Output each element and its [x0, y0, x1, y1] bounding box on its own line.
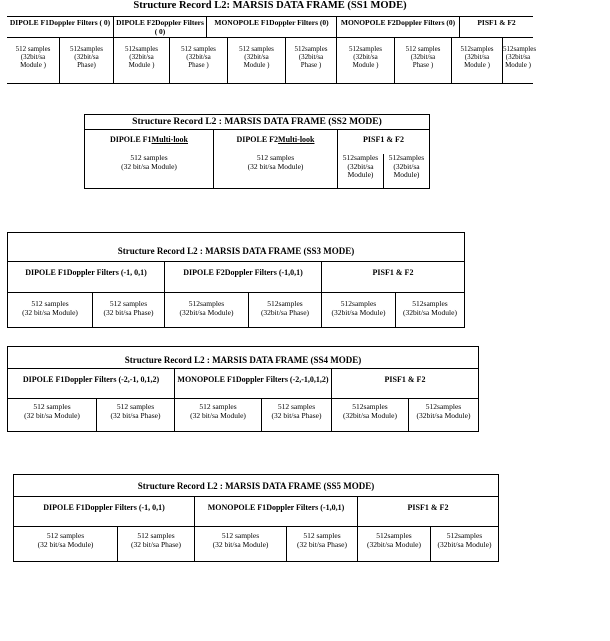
ss1-group-filters: Doppler Filters (0) — [269, 18, 329, 27]
cell-bits: (32bit/sa Module) — [179, 307, 234, 317]
cell-bits: (32bit/sa Module) — [403, 307, 457, 317]
ss5-group-row — [14, 497, 498, 527]
cell-bits: (32 bit/sa Module) — [22, 307, 78, 317]
ss5-cell — [358, 527, 431, 561]
ss1-cell — [60, 38, 114, 83]
ss1-group-name: DIPOLE F1 — [9, 18, 49, 27]
cell-bits: (32bit/sa — [464, 53, 490, 62]
cell-samples: 512samples — [460, 45, 494, 53]
cell-bits: (32bit/sa — [505, 53, 531, 62]
ss1-cell — [7, 38, 60, 83]
ss2-group-pis — [338, 130, 429, 154]
ss4-group-filters: Doppler Filters (-2,-1,0,1,2) — [235, 375, 329, 384]
cell-samples: 512samples — [340, 299, 377, 308]
ss1-frame-table: Structure Record L2: MARSIS DATA FRAME (SS1 MODE) DIPOLE F1Doppler Filters ( 0) DIPOLE F2Doppler Filters ( 0) MONOPOLE F1Doppler Filters (0) MONOPOLE F2Doppler Filters (0) PISF1 & F2 512 samples (32bit/sa Module ) 512samples (32bit/sa Phase) 512samples (32bit/sa Module ) 512 samples (32bit/sa Phase ) 512 samples (32bit/sa Module ) 512samples (32bit/sa Phase ) 512samples (32bit/sa Module ) 512 samples (32bit/sa Phase ) 512samples (32bit/sa Module ) 512samples (32bit/sa Module ) — [7, 16, 533, 85]
ss2-cell — [85, 154, 214, 188]
cell-bits: (32 bit/sa Phase) — [297, 539, 347, 549]
cell-samples: 512samples — [412, 299, 448, 308]
ss5-cell — [14, 527, 118, 561]
ss1-cell — [337, 38, 395, 83]
cell-bits: (32bit/sa Module) — [367, 539, 421, 549]
ss2-group-name: DIPOLE F2 — [236, 135, 279, 144]
cell-type: Module) — [393, 170, 420, 180]
ss1-group-filters: Doppler Filters ( 0) — [48, 18, 111, 27]
cell-bits: (32bit/sa — [347, 161, 374, 171]
cell-samples: 512 samples — [31, 299, 69, 308]
cell-samples: 512samples — [388, 153, 425, 162]
ss3-group-filters: Doppler Filters (-1, 0,1) — [66, 268, 147, 277]
ss2-group-dipole-f1 — [85, 130, 214, 154]
ss5-cell — [287, 527, 358, 561]
ss5-cell — [195, 527, 287, 561]
ss5-cell — [431, 527, 498, 561]
cell-type: Module ) — [128, 61, 155, 70]
cell-samples: 512 samples — [46, 531, 85, 540]
cell-bits: (32 bit/sa Phase) — [131, 539, 181, 549]
ss1-group-pis — [460, 17, 533, 37]
cell-bits: (32bit/sa — [186, 53, 211, 62]
ss1-group-filters: Doppler Filters ( 0) — [154, 18, 204, 36]
cell-bits: (32bit/sa Module) — [416, 410, 471, 420]
ss3-cell — [8, 293, 93, 327]
ss1-group-dipole-f1 — [7, 17, 114, 37]
cell-bits: (32bit/sa Module) — [331, 307, 386, 317]
ss3-cell — [249, 293, 322, 327]
ss4-cell — [409, 399, 478, 431]
ss4-cell — [175, 399, 262, 431]
ss5-cell-row — [14, 527, 498, 561]
ss3-group-filters: Doppler Filters (-1,0,1) — [224, 268, 303, 277]
cell-samples: 512 samples — [109, 299, 148, 308]
ss3-cell-row — [8, 293, 464, 327]
cell-samples: 512 samples — [221, 531, 260, 540]
cell-samples: 512samples — [446, 531, 483, 540]
ss4-frame-table — [7, 346, 479, 432]
ss4-group-row — [8, 369, 478, 399]
ss4-title: Structure Record L2 : MARSIS DATA FRAME (SS4 MODE) — [8, 347, 478, 369]
ss3-group-dipole-f1 — [8, 262, 165, 292]
ss1-cell — [170, 38, 228, 83]
cell-bits: (32bit/sa — [353, 53, 378, 62]
ss5-group-name: PIS — [407, 503, 420, 512]
cell-bits: (32bit/sa — [244, 53, 269, 62]
ss3-cell — [396, 293, 464, 327]
ss1-group-monopole-f1 — [207, 17, 337, 37]
cell-samples: 512 samples — [303, 531, 341, 540]
cell-samples: 512 samples — [130, 153, 168, 162]
cell-type: Phase ) — [188, 61, 209, 70]
cell-samples: 512 samples — [256, 153, 295, 162]
ss5-group-name: DIPOLE F1 — [43, 503, 85, 512]
ss4-group-filters: Doppler Filters (-2,-1, 0,1,2) — [64, 375, 160, 384]
cell-type: Module ) — [20, 61, 46, 70]
cell-bits: (32bit/sa — [393, 161, 420, 171]
ss4-group-name: DIPOLE F1 — [22, 375, 65, 384]
ss3-frame-table — [7, 232, 465, 328]
ss5-group-monopole-f1 — [195, 497, 358, 526]
ss3-group-name: DIPOLE F2 — [183, 268, 225, 277]
cell-samples: 512samples — [348, 45, 383, 53]
ss2-group-mode: Multi-look — [278, 135, 315, 144]
cell-samples: 512samples — [376, 531, 412, 540]
ss1-group-dipole-f2 — [114, 17, 207, 37]
cell-samples: 512samples — [267, 299, 303, 308]
cell-samples: 512samples — [352, 402, 388, 411]
ss3-group-row — [8, 262, 464, 293]
ss4-group-pis — [332, 369, 478, 398]
ss5-group-pis — [358, 497, 498, 526]
ss1-group-name: PIS — [477, 18, 489, 27]
ss3-group-name: PIS — [372, 268, 385, 277]
ss5-title: Structure Record L2 : MARSIS DATA FRAME (SS5 MODE) — [14, 475, 498, 497]
ss1-group-name: DIPOLE F2 — [116, 18, 156, 27]
ss1-group-monopole-f2 — [337, 17, 460, 37]
ss2-cell — [384, 154, 429, 188]
ss4-cell — [8, 399, 97, 431]
ss4-group-name: PIS — [384, 375, 397, 384]
cell-bits: (32 bit/sa Module) — [121, 161, 177, 171]
ss5-group-name: MONOPOLE F1 — [207, 503, 267, 512]
cell-bits: (32 bit/sa Module) — [24, 410, 80, 420]
ss3-group-filters: F1 & F2 — [385, 268, 414, 277]
cell-bits: (32 bit/sa Module) — [37, 539, 94, 549]
ss5-group-filters: Doppler Filters (-1,0,1) — [266, 503, 345, 512]
ss5-group-dipole-f1 — [14, 497, 195, 526]
cell-type: Module ) — [464, 61, 490, 70]
cell-bits: (32bit/sa Module) — [437, 539, 492, 549]
ss2-group-dipole-f2 — [214, 130, 338, 154]
cell-bits: (32 bit/sa Module) — [247, 161, 304, 171]
cell-samples: 512samples — [69, 45, 104, 53]
ss4-cell — [97, 399, 175, 431]
ss2-cell-row — [85, 154, 429, 188]
cell-samples: 512 samples — [239, 45, 274, 53]
ss4-group-name: MONOPOLE F1 — [177, 375, 236, 384]
cell-bits: (32bit/sa — [129, 53, 154, 62]
cell-bits: (32bit/sa — [298, 53, 324, 62]
ss4-group-monopole-f1 — [175, 369, 332, 398]
cell-samples: 512samples — [425, 402, 462, 411]
cell-bits: (32bit/sa — [410, 53, 436, 62]
ss3-group-name: DIPOLE F1 — [25, 268, 67, 277]
cell-samples: 512samples — [503, 45, 537, 53]
cell-samples: 512 samples — [199, 402, 237, 411]
ss5-group-filters: F1 & F2 — [420, 503, 449, 512]
cell-bits: (32bit/sa Module) — [343, 410, 397, 420]
ss4-cell — [262, 399, 332, 431]
cell-samples: 512 samples — [33, 402, 71, 411]
ss2-group-row — [85, 130, 429, 154]
cell-bits: (32 bit/sa Module) — [190, 410, 246, 420]
ss4-group-filters: F1 & F2 — [397, 375, 426, 384]
ss1-group-row — [7, 16, 533, 38]
ss1-cell — [286, 38, 337, 83]
cell-bits: (32 bit/sa Phase) — [103, 307, 154, 317]
cell-type: Phase ) — [300, 61, 322, 70]
ss2-group-name: PIS — [363, 135, 376, 144]
ss2-group-mode: Multi-look — [151, 135, 188, 144]
ss1-cell-row — [7, 38, 537, 84]
ss1-group-name: MONOPOLE F2 — [340, 18, 396, 27]
ss1-cell — [114, 38, 170, 83]
cell-samples: 512 samples — [277, 402, 316, 411]
cell-samples: 512 samples — [116, 402, 155, 411]
ss3-cell — [165, 293, 249, 327]
cell-type: Module ) — [505, 61, 531, 70]
cell-type: Phase) — [77, 61, 96, 70]
cell-samples: 512 samples — [181, 45, 216, 53]
ss4-cell-row — [8, 399, 478, 431]
cell-samples: 512samples — [188, 299, 225, 308]
cell-type: Phase ) — [412, 61, 434, 70]
cell-bits: (32bit/sa Phase) — [260, 307, 310, 317]
ss2-cell — [338, 154, 384, 188]
ss2-group-mode: F1 & F2 — [375, 135, 404, 144]
ss3-group-dipole-f2 — [165, 262, 322, 292]
ss3-title: Structure Record L2 : MARSIS DATA FRAME (SS3 MODE) — [8, 233, 464, 262]
ss1-group-filters: F1 & F2 — [489, 18, 516, 27]
ss5-group-filters: Doppler Filters (-1, 0,1) — [84, 503, 165, 512]
ss2-title: Structure Record L2 : MARSIS DATA FRAME (SS2 MODE) — [85, 115, 429, 130]
ss1-group-filters: Doppler Filters (0) — [395, 18, 456, 27]
ss3-group-pis — [322, 262, 464, 292]
ss5-cell — [118, 527, 195, 561]
cell-type: Module) — [347, 170, 374, 180]
cell-samples: 512samples — [124, 45, 159, 53]
cell-bits: (32bit/sa — [20, 53, 46, 62]
ss2-group-name: DIPOLE F1 — [109, 135, 152, 144]
ss1-cell — [452, 38, 503, 83]
ss3-cell — [93, 293, 165, 327]
ss4-cell — [332, 399, 409, 431]
ss1-group-name: MONOPOLE F1 — [214, 18, 270, 27]
ss2-cell — [214, 154, 338, 188]
cell-type: Module ) — [243, 61, 270, 70]
cell-samples: 512samples — [294, 45, 328, 53]
cell-samples: 512samples — [342, 153, 379, 162]
ss3-cell — [322, 293, 396, 327]
cell-type: Module ) — [352, 61, 379, 70]
ss1-cell — [503, 38, 537, 83]
cell-bits: (32 bit/sa Phase) — [271, 410, 322, 420]
ss4-group-dipole-f1 — [8, 369, 175, 398]
ss1-cell — [228, 38, 286, 83]
ss5-frame-table — [13, 474, 499, 562]
ss2-frame-table — [84, 114, 430, 189]
ss1-cell — [395, 38, 452, 83]
cell-samples: 512 samples — [15, 45, 51, 53]
cell-bits: (32bit/sa — [74, 53, 99, 62]
cell-samples: 512 samples — [405, 45, 441, 53]
cell-bits: (32 bit/sa Module) — [212, 539, 269, 549]
cell-samples: 512 samples — [137, 531, 175, 540]
cell-bits: (32 bit/sa Phase) — [110, 410, 161, 420]
